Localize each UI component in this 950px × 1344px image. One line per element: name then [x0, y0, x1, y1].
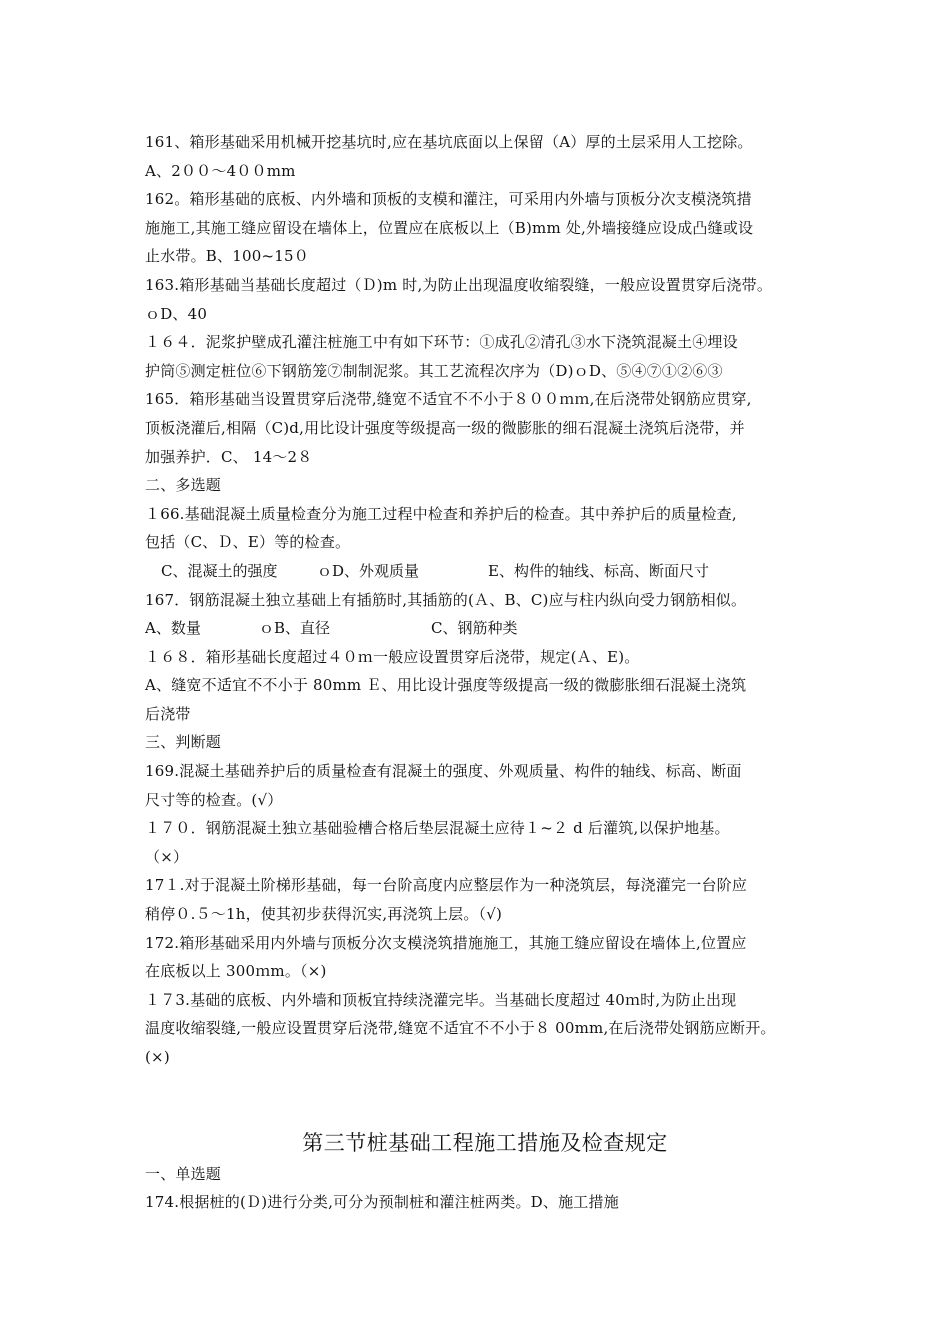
- text-line: 162。箱形基础的底板、内外墙和顶板的支模和灌注，可采用内外墙与顶板分次支模浇筑措: [145, 190, 752, 209]
- text-line: １６４．泥浆护壁成孔灌注桩施工中有如下环节：①成孔②清孔③水下浇筑混凝土④埋设: [145, 333, 738, 352]
- text-line: 169.混凝土基础养护后的质量检查有混凝土的强度、外观质量、构件的轴线、标高、断面: [145, 762, 742, 781]
- text-line: (×): [145, 1048, 170, 1066]
- text-line: ｏD、40: [145, 304, 208, 323]
- text-line: 17１.对于混凝土阶梯形基础，每一台阶高度内应整层作为一种浇筑层，每浇灌完一台阶应: [145, 876, 748, 895]
- text-line: 在底板以上 300ｍm。（×): [145, 962, 327, 981]
- text-line: 172.箱形基础采用内外墙与顶板分次支模浇筑措施施工，其施工缝应留设在墙体上,位置应: [145, 933, 747, 952]
- section-label-single-choice: 一、单选题: [145, 1164, 222, 1183]
- option-c: C、混凝土的强度: [161, 561, 278, 580]
- text-line: 包括（C、Ｄ、E）等的检查。: [145, 533, 351, 552]
- text-line: 161、箱形基础采用机械开挖基坑时,应在基坑底面以上保留（A）厚的土层采用人工挖除。: [145, 133, 753, 151]
- text-line: １66.基础混凝土质量检查分为施工过程中检查和养护后的检查。其中养护后的质量检查,: [145, 504, 737, 523]
- text-line: 护筒⑤测定桩位⑥下钢筋笼⑦制制泥浆。其工艺流程次序为（D)ｏD、⑤④⑦①②⑥③: [145, 361, 723, 380]
- text-line: 尺寸等的检查。(√）: [145, 790, 283, 809]
- document-body: [145, 128, 825, 1217]
- text-line: 加强养护．C、 14～2８: [145, 447, 313, 466]
- text-line: 温度收缩裂缝,一般应设置贯穿后浇带,缝宽不适宜不不小于８ 00mm,在后浇带处钢筋应断开。: [145, 1019, 776, 1038]
- section-title: 第三节桩基础工程施工措施及检查规定: [302, 1130, 668, 1155]
- text-line: 顶板浇灌后,相隔（C)d,用比设计强度等级提高一级的微膨胀的细石混凝土浇筑后浇带，并: [145, 418, 745, 437]
- text-line: A、缝宽不适宜不不小于 80mm Ｅ、用比设计强度等级提高一级的微膨胀细石混凝土浇筑: [145, 676, 747, 695]
- text-line: 稍停０.５～1h，使其初步获得沉实,再浇筑上层。（√): [145, 905, 503, 924]
- option-a: A、数量: [145, 619, 201, 638]
- text-line: １７０．钢筋混凝土独立基础验槽合格后垫层混凝土应待１~２ d 后灌筑,以保护地基。: [145, 819, 730, 838]
- options-row-167: [145, 614, 825, 643]
- text-line: 167．钢筋混凝土独立基础上有插筋时,其插筋的(Ａ、B、C)应与柱内纵向受力钢筋相似。: [145, 590, 747, 609]
- section-label-multiple-choice: 二、多选题: [145, 476, 222, 495]
- text-line: 后浇带: [145, 704, 191, 723]
- option-b: ｏB、直径: [259, 619, 331, 638]
- text-line: 止水带。B、100~15０: [145, 247, 309, 266]
- text-line: A、2００～4００mm: [145, 161, 296, 180]
- text-line: 165．箱形基础当设置贯穿后浇带,缝宽不适宜不不小于８００ｍｍ,在后浇带处钢筋应贯穿,: [145, 390, 752, 409]
- option-e: E、构件的轴线、标高、断面尺寸: [488, 561, 709, 580]
- text-line: １７3.基础的底板、内外墙和顶板宜持续浇灌完毕。当基础长度超过 40ｍ时,为防止出现: [145, 990, 737, 1009]
- section-label-true-false: 三、判断题: [145, 733, 222, 752]
- option-d: ｏD、外观质量: [317, 561, 420, 580]
- text-line: 163.箱形基础当基础长度超过（Ｄ)m 时,为防止出现温度收缩裂缝，一般应设置贯穿后浇带。: [145, 275, 773, 294]
- text-line: 174.根据桩的(Ｄ)进行分类,可分为预制桩和灌注桩两类。D、施工措施: [145, 1193, 619, 1212]
- text-line: （×）: [145, 847, 189, 866]
- options-row-166: [145, 557, 825, 586]
- option-c: C、钢筋种类: [431, 619, 518, 638]
- text-line: 施施工,其施工缝应留设在墙体上，位置应在底板以上（B)mm 处,外墙接缝应设成凸缝或设: [145, 218, 754, 237]
- text-line: １６８．箱形基础长度超过４０ｍ一般应设置贯穿后浇带，规定(Ａ、E)。: [145, 647, 640, 666]
